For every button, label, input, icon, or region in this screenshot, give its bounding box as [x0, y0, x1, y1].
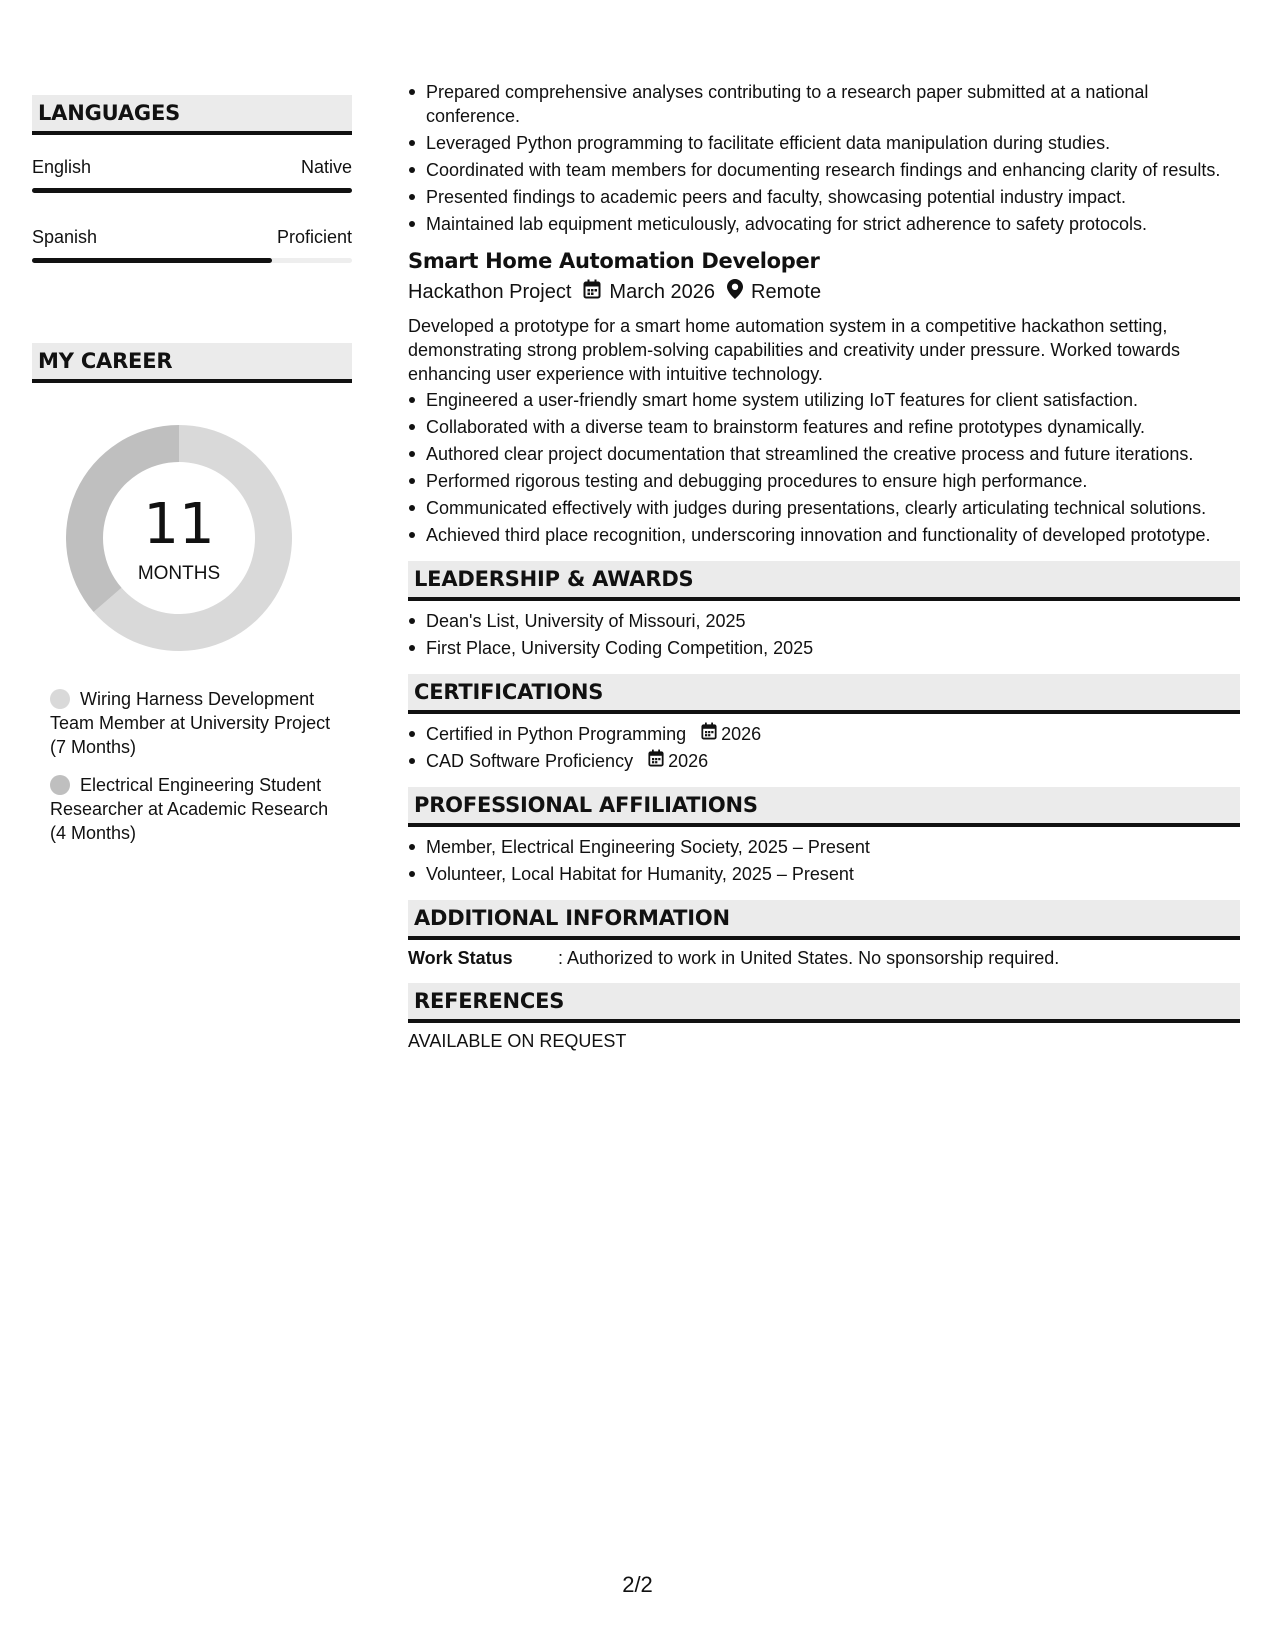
work-status-row	[408, 948, 1240, 969]
cert-year: 2026	[668, 751, 709, 771]
work-status-label: Work Status	[408, 948, 513, 968]
job-org: Hackathon Project	[408, 280, 572, 303]
work-status-value: : Authorized to work in United States. No sponsorship required.	[558, 948, 1060, 968]
list-item: Performed rigorous testing and debugging procedures to ensure high performance.	[408, 469, 1240, 493]
leadership-list	[408, 609, 1240, 660]
list-item: Volunteer, Local Habitat for Humanity, 2025 – Present	[408, 862, 1240, 886]
cert-year: 2026	[721, 724, 762, 744]
main-content	[408, 80, 1240, 1052]
language-item	[32, 227, 352, 263]
cert-name: CAD Software Proficiency	[426, 751, 634, 771]
list-item: Dean's List, University of Missouri, 2025	[408, 609, 1240, 633]
language-bar-fill	[32, 258, 272, 263]
list-item: Prepared comprehensive analyses contributing to a research paper submitted at a national conference.	[408, 80, 1240, 128]
list-item: Achieved third place recognition, underscoring innovation and functionality of developed prototype.	[408, 523, 1240, 547]
job-date: March 2026	[609, 280, 716, 303]
experience-bullets	[408, 80, 1240, 236]
legend-item	[50, 687, 340, 759]
legend-item	[50, 773, 340, 845]
legend-label: Electrical Engineering Student Researcher at Academic Research (4 Months)	[50, 775, 329, 843]
languages-heading: LANGUAGES	[32, 95, 352, 135]
job-meta	[408, 279, 1240, 305]
list-item: Leveraged Python programming to facilitate efficient data manipulation during studies.	[408, 131, 1240, 155]
list-item: Communicated effectively with judges during presentations, clearly articulating technical solutions.	[408, 496, 1240, 520]
calendar-icon	[701, 722, 721, 746]
legend-dot	[50, 775, 70, 795]
page-number: 2/2	[622, 1572, 653, 1597]
language-level: Proficient	[276, 227, 352, 247]
references-heading: REFERENCES	[408, 983, 1240, 1023]
list-item: First Place, University Coding Competition, 2025	[408, 636, 1240, 660]
language-bar	[32, 258, 352, 263]
additional-info-heading: ADDITIONAL INFORMATION	[408, 900, 1240, 940]
language-bar	[32, 188, 352, 193]
list-item: Collaborated with a diverse team to brainstorm features and refine prototypes dynamically.	[408, 415, 1240, 439]
list-item: Engineered a user-friendly smart home system utilizing IoT features for client satisfaction.	[408, 388, 1240, 412]
job-description: Developed a prototype for a smart home automation system in a competitive hackathon setting, demonstrating strong problem-solving capabilities and creativity under pressure. Worked towards enhancing user experience with intuitive technology.	[408, 316, 1181, 384]
job-location: Remote	[751, 280, 822, 303]
calendar-icon	[583, 279, 601, 305]
legend-label: Wiring Harness Development Team Member at University Project (7 Months)	[50, 689, 331, 757]
career-total-unit: MONTHS	[137, 563, 221, 584]
career-heading: MY CAREER	[32, 343, 352, 383]
language-name: Spanish	[32, 227, 98, 247]
list-item	[408, 722, 1240, 746]
language-item	[32, 157, 352, 193]
references-text: AVAILABLE ON REQUEST	[408, 1031, 627, 1051]
list-item: Coordinated with team members for documenting research findings and enhancing clarity of results.	[408, 158, 1240, 182]
job-bullets	[408, 388, 1240, 547]
language-bar-fill	[32, 188, 352, 193]
sidebar	[32, 95, 352, 859]
list-item	[408, 749, 1240, 773]
language-level: Native	[300, 157, 352, 177]
career-total-value: 11	[143, 492, 215, 557]
career-legend	[50, 687, 340, 845]
list-item: Presented findings to academic peers and faculty, showcasing potential industry impact.	[408, 185, 1240, 209]
calendar-icon	[648, 749, 668, 773]
job-title: Smart Home Automation Developer	[408, 249, 820, 273]
affiliations-heading: PROFESSIONAL AFFILIATIONS	[408, 787, 1240, 827]
list-item: Member, Electrical Engineering Society, 2025 – Present	[408, 835, 1240, 859]
list-item: Maintained lab equipment meticulously, advocating for strict adherence to safety protocols.	[408, 212, 1240, 236]
career-donut-chart	[66, 425, 292, 651]
affiliations-list	[408, 835, 1240, 886]
leadership-heading: LEADERSHIP & AWARDS	[408, 561, 1240, 601]
legend-dot	[50, 689, 70, 709]
cert-name: Certified in Python Programming	[426, 724, 687, 744]
map-pin-icon	[727, 279, 743, 305]
certifications-list	[408, 722, 1240, 773]
language-name: English	[32, 157, 92, 177]
certifications-heading: CERTIFICATIONS	[408, 674, 1240, 714]
list-item: Authored clear project documentation that streamlined the creative process and future iterations.	[408, 442, 1240, 466]
